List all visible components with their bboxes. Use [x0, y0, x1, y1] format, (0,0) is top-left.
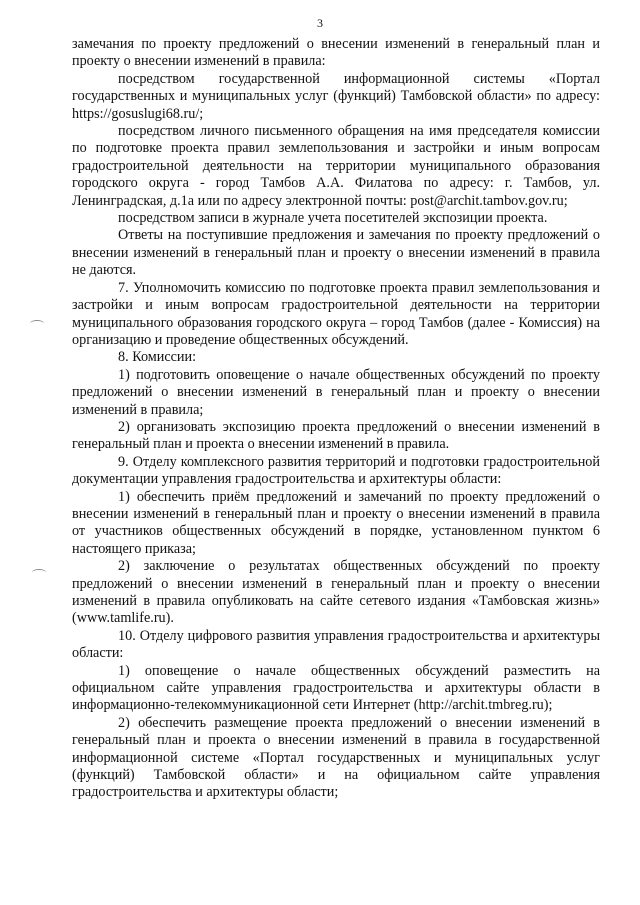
paragraph: посредством записи в журнале учета посетителей экспозиции проекта.	[118, 210, 548, 227]
scan-mark	[32, 569, 46, 576]
paragraph: 2) обеспечить размещение проекта предложений о внесении изменений в генеральный план и проекта о внесении изменений в правила в государственной информационной системе «Портал государственных и муниципальных услуг (функций) Тамбовской области» и на официальном сайте управления градостроительства и архитектуры области;	[72, 714, 600, 801]
paragraph: посредством государственной информационной системы «Портал государственных и муниципальных услуг (функций) Тамбовской области» по адресу: https://gosuslugi68.ru/;	[72, 70, 600, 122]
paragraph: 2) организовать экспозицию проекта предложений о внесении изменений в генеральный план и проекта о внесении изменений в правила.	[72, 418, 600, 453]
paragraph: замечания по проекту предложений о внесении изменений в генеральный план и проекту о внесении изменений в правила:	[72, 36, 600, 70]
paragraph: 2) заключение о результатах общественных обсуждений по проекту предложений о внесении изменений в генеральный план и проекту о внесении изменений в правила опубликовать на сайте сетевого издания «Тамбовская жизнь» (www.tamlife.ru).	[72, 558, 600, 627]
paragraph: 1) обеспечить приём предложений и замечаний по проекту предложений о внесении изменений в генеральный план и проекту о внесении изменений в правила от участников общественных обсуждений в порядке, установленном пунктом 6 настоящего приказа;	[72, 488, 600, 557]
paragraph: посредством личного письменного обращения на имя председателя комиссии по подготовке проекта правил землепользования и застройки и иным вопросам градостроительной деятельности на территории муниципального образования городского округа - город Тамбов А.А. Филатова по адресу: г. Тамбов, ул. Ленинградская, д.1а или по адресу электронной почты: post@archit.tambov.gov.ru;	[72, 123, 600, 209]
document-body	[72, 36, 600, 802]
paragraph: 9. Отделу комплексного развития территорий и подготовки градостроительной документации управления градостроительства и архитектуры области:	[72, 453, 600, 488]
paragraph: 1) оповещение о начале общественных обсуждений разместить на официальном сайте управления градостроительства и архитектуры области в информационно-телекоммуникационной сети Интернет (http://archit.tmbreg.ru);	[72, 662, 600, 714]
paragraph: 8. Комиссии:	[118, 349, 197, 366]
paragraph: 1) подготовить оповещение о начале общественных обсуждений по проекту предложений о внесении изменений в генеральный план и проекту о внесении изменений в правила;	[72, 366, 600, 418]
paragraph: 10. Отделу цифрового развития управления градостроительства и архитектуры области:	[72, 627, 600, 662]
page-number: 3	[317, 16, 323, 30]
paragraph: 7. Уполномочить комиссию по подготовке проекта правил землепользования и застройки и иным вопросам градостроительной деятельности на территории муниципального образования городского округа – город Тамбов (далее - Комиссия) на организацию и проведение общественных обсуждений.	[72, 279, 600, 348]
scan-mark	[30, 320, 44, 327]
paragraph: Ответы на поступившие предложения и замечания по проекту предложений о внесении изменений в генеральный план и проекту о внесении изменений в правила не даются.	[72, 227, 600, 279]
